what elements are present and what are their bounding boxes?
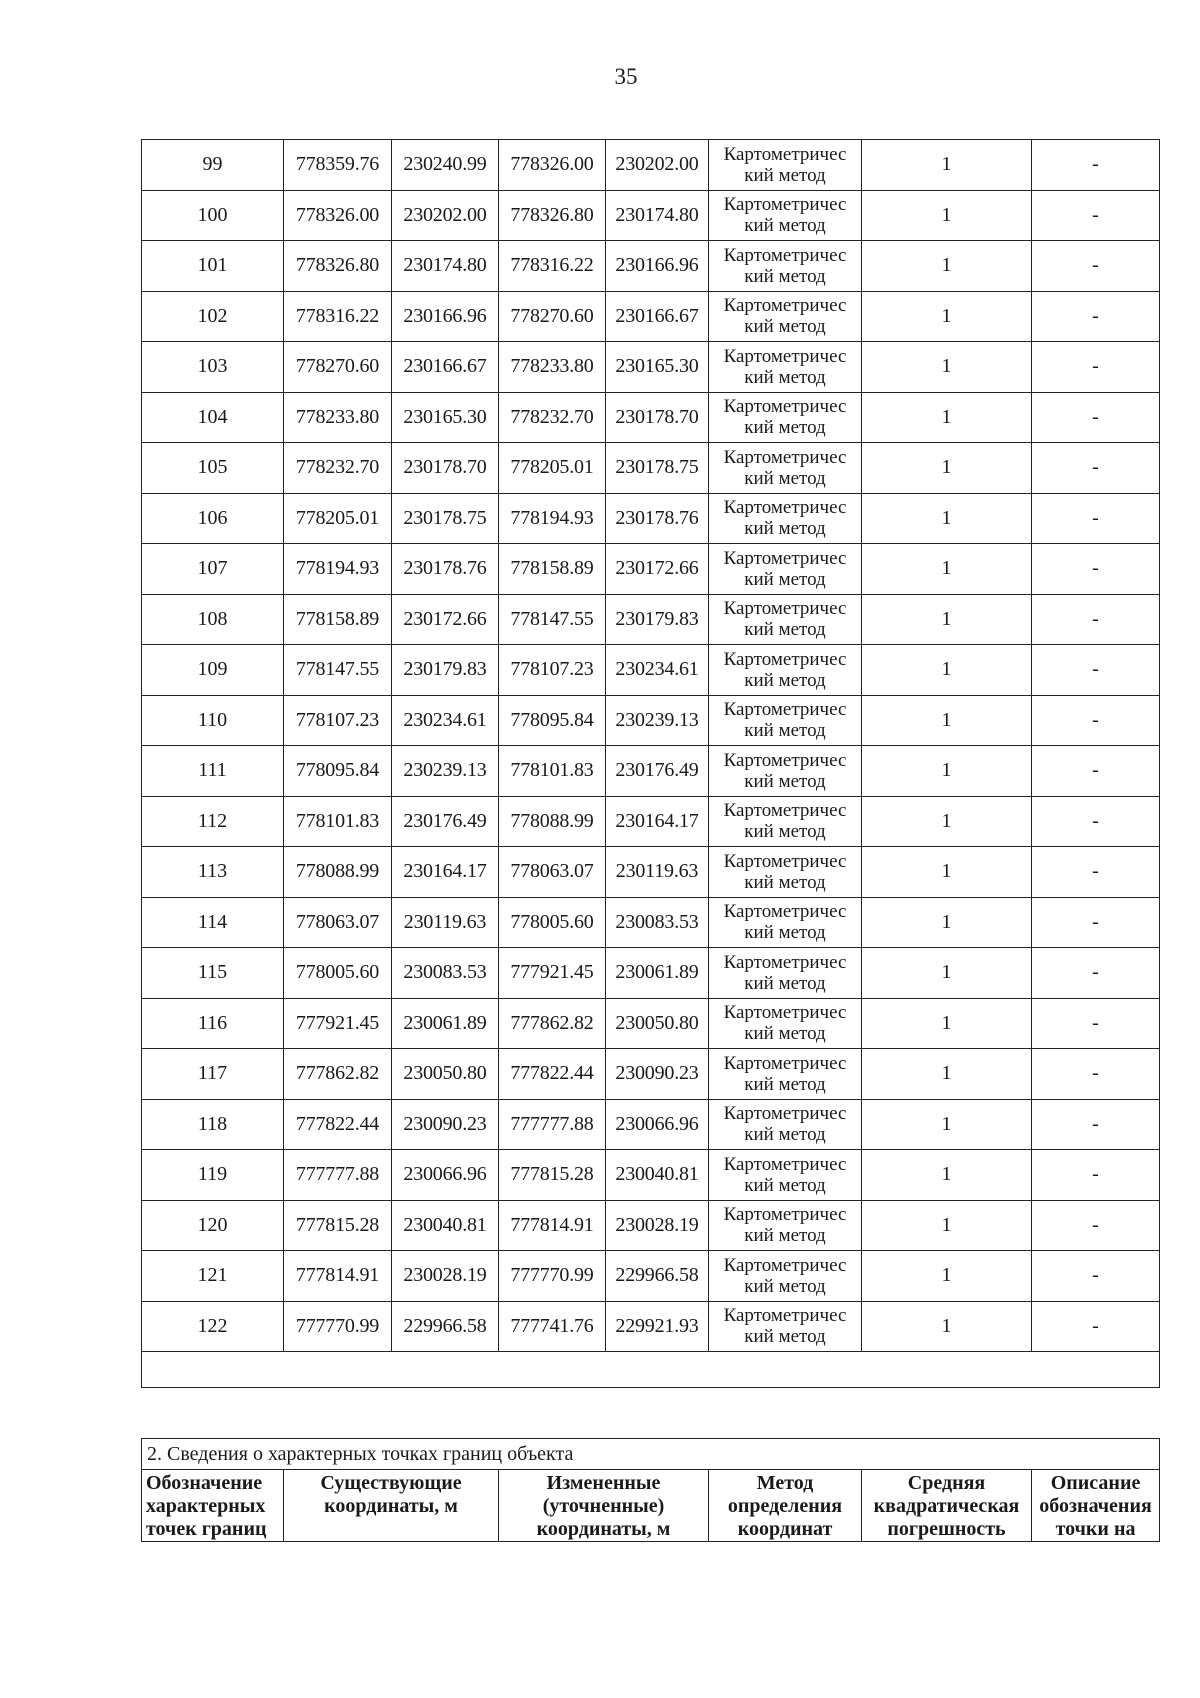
point-number-cell: 115 [142, 948, 284, 999]
description-cell: - [1032, 1049, 1160, 1100]
accuracy-cell: 1 [862, 594, 1032, 645]
table-row [142, 544, 1160, 595]
accuracy-cell: 1 [862, 1150, 1032, 1201]
existing-y-cell: 230061.89 [392, 998, 499, 1049]
accuracy-cell: 1 [862, 1049, 1032, 1100]
updated-y-cell: 230040.81 [606, 1150, 709, 1201]
existing-x-cell: 778205.01 [284, 493, 392, 544]
accuracy-cell: 1 [862, 1099, 1032, 1150]
updated-y-cell: 230050.80 [606, 998, 709, 1049]
existing-x-cell: 778158.89 [284, 594, 392, 645]
method-cell [709, 695, 862, 746]
table-row [142, 342, 1160, 393]
updated-y-cell: 230179.83 [606, 594, 709, 645]
updated-x-cell: 777777.88 [499, 1099, 606, 1150]
column-header [142, 1470, 284, 1542]
empty-row [142, 1352, 1160, 1388]
accuracy-cell: 1 [862, 291, 1032, 342]
description-cell: - [1032, 140, 1160, 191]
point-number-cell: 121 [142, 1251, 284, 1302]
updated-y-cell: 230061.89 [606, 948, 709, 999]
updated-x-cell: 778088.99 [499, 796, 606, 847]
description-cell: - [1032, 998, 1160, 1049]
existing-y-cell: 230240.99 [392, 140, 499, 191]
existing-y-cell: 230178.76 [392, 544, 499, 595]
table-row [142, 897, 1160, 948]
method-cell [709, 594, 862, 645]
section-title: 2. Сведения о характерных точках границ объекта [142, 1439, 1160, 1470]
point-number-cell: 104 [142, 392, 284, 443]
method-line: Картометричес [723, 1002, 847, 1024]
updated-y-cell: 230083.53 [606, 897, 709, 948]
updated-y-cell: 230066.96 [606, 1099, 709, 1150]
point-number-cell: 100 [142, 190, 284, 241]
method-cell [709, 1150, 862, 1201]
table-row [142, 493, 1160, 544]
existing-y-cell: 230028.19 [392, 1251, 499, 1302]
existing-x-cell: 778107.23 [284, 695, 392, 746]
description-cell: - [1032, 645, 1160, 696]
method-cell [709, 1251, 862, 1302]
method-line: Картометричес [723, 143, 847, 165]
method-line: кий метод [744, 1174, 826, 1196]
point-number-cell: 101 [142, 241, 284, 292]
table-row [142, 392, 1160, 443]
updated-x-cell: 778270.60 [499, 291, 606, 342]
updated-y-cell: 230178.75 [606, 443, 709, 494]
page-number: 35 [614, 64, 638, 89]
existing-x-cell: 777777.88 [284, 1150, 392, 1201]
header-line: координаты, м [536, 1518, 671, 1540]
updated-y-cell: 230090.23 [606, 1049, 709, 1100]
description-cell: - [1032, 1301, 1160, 1352]
existing-y-cell: 230178.70 [392, 443, 499, 494]
header-line: (уточненные) [542, 1495, 665, 1517]
table-row [142, 140, 1160, 191]
point-number-cell: 122 [142, 1301, 284, 1352]
method-line: кий метод [744, 467, 826, 489]
existing-y-cell: 230164.17 [392, 847, 499, 898]
existing-y-cell: 230083.53 [392, 948, 499, 999]
method-cell [709, 190, 862, 241]
method-cell [709, 1301, 862, 1352]
method-line: Картометричес [723, 1103, 847, 1125]
method-cell [709, 897, 862, 948]
updated-y-cell: 229966.58 [606, 1251, 709, 1302]
updated-x-cell: 778158.89 [499, 544, 606, 595]
method-line: кий метод [744, 821, 826, 843]
description-cell: - [1032, 1251, 1160, 1302]
updated-x-cell: 777741.76 [499, 1301, 606, 1352]
method-cell [709, 493, 862, 544]
point-number-cell: 116 [142, 998, 284, 1049]
accuracy-cell: 1 [862, 746, 1032, 797]
method-line: кий метод [744, 164, 826, 186]
existing-y-cell: 230239.13 [392, 746, 499, 797]
existing-y-cell: 230050.80 [392, 1049, 499, 1100]
column-header [1032, 1470, 1160, 1542]
existing-x-cell: 778270.60 [284, 342, 392, 393]
updated-x-cell: 778101.83 [499, 746, 606, 797]
existing-y-cell: 230174.80 [392, 241, 499, 292]
point-number-cell: 105 [142, 443, 284, 494]
method-line: кий метод [744, 720, 826, 742]
header-line: Существующие [320, 1472, 462, 1494]
method-line: Картометричес [723, 396, 847, 418]
method-cell [709, 392, 862, 443]
updated-y-cell: 230174.80 [606, 190, 709, 241]
column-header [709, 1470, 862, 1542]
accuracy-cell: 1 [862, 493, 1032, 544]
description-cell: - [1032, 291, 1160, 342]
table-row [142, 241, 1160, 292]
existing-x-cell: 777921.45 [284, 998, 392, 1049]
table-row [142, 746, 1160, 797]
updated-y-cell: 230172.66 [606, 544, 709, 595]
method-line: Картометричес [723, 800, 847, 822]
header-line: определения [727, 1495, 843, 1517]
description-cell: - [1032, 493, 1160, 544]
header-line: точки на [1055, 1518, 1136, 1540]
method-line: Картометричес [723, 699, 847, 721]
table-row [142, 443, 1160, 494]
table-row [142, 796, 1160, 847]
header-line: координат [737, 1518, 833, 1540]
point-number-cell: 112 [142, 796, 284, 847]
description-cell: - [1032, 241, 1160, 292]
header-line: координаты, м [324, 1495, 458, 1517]
method-line: Картометричес [723, 951, 847, 973]
header-line: квадратическая [873, 1495, 1020, 1517]
accuracy-cell: 1 [862, 1251, 1032, 1302]
point-number-cell: 111 [142, 746, 284, 797]
updated-y-cell: 230164.17 [606, 796, 709, 847]
updated-x-cell: 777862.82 [499, 998, 606, 1049]
existing-x-cell: 778233.80 [284, 392, 392, 443]
updated-x-cell: 777814.91 [499, 1200, 606, 1251]
existing-x-cell: 778359.76 [284, 140, 392, 191]
header-line: Описание [1050, 1472, 1141, 1494]
existing-x-cell: 778194.93 [284, 544, 392, 595]
existing-x-cell: 778326.00 [284, 190, 392, 241]
point-number-cell: 118 [142, 1099, 284, 1150]
point-number-cell: 102 [142, 291, 284, 342]
point-number-cell: 120 [142, 1200, 284, 1251]
method-line: кий метод [744, 922, 826, 944]
method-line: кий метод [744, 669, 826, 691]
existing-y-cell: 230166.96 [392, 291, 499, 342]
empty-cell [142, 1352, 1160, 1388]
updated-y-cell: 230028.19 [606, 1200, 709, 1251]
description-cell: - [1032, 1200, 1160, 1251]
accuracy-cell: 1 [862, 948, 1032, 999]
updated-x-cell: 778107.23 [499, 645, 606, 696]
method-line: Картометричес [723, 1153, 847, 1175]
updated-y-cell: 230119.63 [606, 847, 709, 898]
method-cell [709, 1099, 862, 1150]
method-line: кий метод [744, 518, 826, 540]
method-cell [709, 645, 862, 696]
existing-y-cell: 230202.00 [392, 190, 499, 241]
existing-x-cell: 778088.99 [284, 847, 392, 898]
point-number-cell: 114 [142, 897, 284, 948]
existing-x-cell: 778095.84 [284, 746, 392, 797]
updated-x-cell: 777921.45 [499, 948, 606, 999]
description-cell: - [1032, 948, 1160, 999]
updated-x-cell: 778232.70 [499, 392, 606, 443]
accuracy-cell: 1 [862, 140, 1032, 191]
description-cell: - [1032, 1099, 1160, 1150]
existing-y-cell: 230178.75 [392, 493, 499, 544]
description-cell: - [1032, 392, 1160, 443]
method-cell [709, 1200, 862, 1251]
accuracy-cell: 1 [862, 796, 1032, 847]
updated-y-cell: 229921.93 [606, 1301, 709, 1352]
existing-y-cell: 230165.30 [392, 392, 499, 443]
existing-x-cell: 778232.70 [284, 443, 392, 494]
method-line: кий метод [744, 1124, 826, 1146]
point-number-cell: 117 [142, 1049, 284, 1100]
table-row [142, 1099, 1160, 1150]
existing-y-cell: 230234.61 [392, 695, 499, 746]
header-line: обозначения [1039, 1495, 1152, 1517]
description-cell: - [1032, 342, 1160, 393]
method-line: Картометричес [723, 749, 847, 771]
point-number-cell: 108 [142, 594, 284, 645]
method-line: кий метод [744, 366, 826, 388]
method-line: кий метод [744, 1073, 826, 1095]
updated-y-cell: 230239.13 [606, 695, 709, 746]
table-row [142, 594, 1160, 645]
accuracy-cell: 1 [862, 998, 1032, 1049]
method-cell [709, 948, 862, 999]
method-line: Картометричес [723, 648, 847, 670]
updated-y-cell: 230176.49 [606, 746, 709, 797]
method-line: кий метод [744, 770, 826, 792]
accuracy-cell: 1 [862, 645, 1032, 696]
header-line: характерных [146, 1495, 266, 1517]
point-number-cell: 107 [142, 544, 284, 595]
method-line: Картометричес [723, 345, 847, 367]
existing-y-cell: 229966.58 [392, 1301, 499, 1352]
existing-x-cell: 777770.99 [284, 1301, 392, 1352]
updated-y-cell: 230166.96 [606, 241, 709, 292]
method-line: Картометричес [723, 1052, 847, 1074]
section2-table [141, 1438, 1160, 1542]
updated-y-cell: 230234.61 [606, 645, 709, 696]
updated-y-cell: 230166.67 [606, 291, 709, 342]
updated-x-cell: 778326.00 [499, 140, 606, 191]
accuracy-cell: 1 [862, 897, 1032, 948]
table-row [142, 190, 1160, 241]
column-header [284, 1470, 499, 1542]
existing-x-cell: 777822.44 [284, 1099, 392, 1150]
header-line: точек границ [146, 1518, 267, 1540]
existing-y-cell: 230166.67 [392, 342, 499, 393]
existing-y-cell: 230040.81 [392, 1200, 499, 1251]
method-cell [709, 241, 862, 292]
method-line: кий метод [744, 619, 826, 641]
existing-y-cell: 230176.49 [392, 796, 499, 847]
method-line: Картометричес [723, 446, 847, 468]
method-line: кий метод [744, 568, 826, 590]
updated-x-cell: 777815.28 [499, 1150, 606, 1201]
accuracy-cell: 1 [862, 1301, 1032, 1352]
existing-y-cell: 230090.23 [392, 1099, 499, 1150]
method-line: кий метод [744, 417, 826, 439]
method-line: кий метод [744, 265, 826, 287]
method-line: Картометричес [723, 547, 847, 569]
method-cell [709, 544, 862, 595]
method-cell [709, 847, 862, 898]
accuracy-cell: 1 [862, 190, 1032, 241]
existing-x-cell: 778101.83 [284, 796, 392, 847]
description-cell: - [1032, 544, 1160, 595]
method-cell [709, 342, 862, 393]
description-cell: - [1032, 847, 1160, 898]
method-cell [709, 796, 862, 847]
method-cell [709, 140, 862, 191]
updated-y-cell: 230178.76 [606, 493, 709, 544]
column-header [499, 1470, 709, 1542]
point-number-cell: 113 [142, 847, 284, 898]
header-line: погрешность [887, 1518, 1006, 1540]
existing-x-cell: 778316.22 [284, 291, 392, 342]
updated-y-cell: 230165.30 [606, 342, 709, 393]
table-row [142, 1301, 1160, 1352]
coordinates-table [141, 139, 1160, 1388]
table-row [142, 1150, 1160, 1201]
description-cell: - [1032, 594, 1160, 645]
method-line: Картометричес [723, 850, 847, 872]
point-number-cell: 106 [142, 493, 284, 544]
method-line: кий метод [744, 871, 826, 893]
method-line: кий метод [744, 1023, 826, 1045]
method-cell [709, 1049, 862, 1100]
table-row [142, 1200, 1160, 1251]
existing-y-cell: 230179.83 [392, 645, 499, 696]
existing-x-cell: 778063.07 [284, 897, 392, 948]
method-line: Картометричес [723, 901, 847, 923]
method-line: Картометричес [723, 244, 847, 266]
updated-x-cell: 778147.55 [499, 594, 606, 645]
accuracy-cell: 1 [862, 392, 1032, 443]
existing-y-cell: 230119.63 [392, 897, 499, 948]
method-cell [709, 998, 862, 1049]
table-row [142, 695, 1160, 746]
table-row [142, 1049, 1160, 1100]
updated-x-cell: 778063.07 [499, 847, 606, 898]
updated-x-cell: 778326.80 [499, 190, 606, 241]
method-line: кий метод [744, 1326, 826, 1348]
method-line: кий метод [744, 972, 826, 994]
updated-x-cell: 777770.99 [499, 1251, 606, 1302]
point-number-cell: 103 [142, 342, 284, 393]
method-line: Картометричес [723, 497, 847, 519]
point-number-cell: 99 [142, 140, 284, 191]
method-line: Картометричес [723, 295, 847, 317]
method-line: кий метод [744, 1225, 826, 1247]
updated-x-cell: 778005.60 [499, 897, 606, 948]
existing-x-cell: 777862.82 [284, 1049, 392, 1100]
method-line: кий метод [744, 1275, 826, 1297]
header-line: Обозначение [146, 1472, 263, 1494]
table-row [142, 291, 1160, 342]
header-line: Измененные [546, 1472, 661, 1494]
updated-x-cell: 778233.80 [499, 342, 606, 393]
description-cell: - [1032, 897, 1160, 948]
table-row [142, 998, 1160, 1049]
header-line: Средняя [907, 1472, 986, 1494]
point-number-cell: 109 [142, 645, 284, 696]
updated-x-cell: 778194.93 [499, 493, 606, 544]
method-line: Картометричес [723, 598, 847, 620]
updated-x-cell: 778205.01 [499, 443, 606, 494]
method-line: Картометричес [723, 194, 847, 216]
updated-x-cell: 778095.84 [499, 695, 606, 746]
accuracy-cell: 1 [862, 695, 1032, 746]
existing-x-cell: 777815.28 [284, 1200, 392, 1251]
header-line: Метод [756, 1472, 814, 1494]
existing-y-cell: 230066.96 [392, 1150, 499, 1201]
method-cell [709, 291, 862, 342]
updated-y-cell: 230202.00 [606, 140, 709, 191]
updated-x-cell: 778316.22 [499, 241, 606, 292]
existing-x-cell: 778147.55 [284, 645, 392, 696]
description-cell: - [1032, 746, 1160, 797]
table-row [142, 948, 1160, 999]
existing-y-cell: 230172.66 [392, 594, 499, 645]
method-line: кий метод [744, 215, 826, 237]
updated-x-cell: 777822.44 [499, 1049, 606, 1100]
existing-x-cell: 778005.60 [284, 948, 392, 999]
updated-y-cell: 230178.70 [606, 392, 709, 443]
column-header [862, 1470, 1032, 1542]
existing-x-cell: 777814.91 [284, 1251, 392, 1302]
method-line: Картометричес [723, 1254, 847, 1276]
method-cell [709, 443, 862, 494]
method-cell [709, 746, 862, 797]
accuracy-cell: 1 [862, 1200, 1032, 1251]
table-row [142, 1251, 1160, 1302]
method-line: Картометричес [723, 1204, 847, 1226]
existing-x-cell: 778326.80 [284, 241, 392, 292]
description-cell: - [1032, 1150, 1160, 1201]
method-line: Картометричес [723, 1305, 847, 1327]
description-cell: - [1032, 695, 1160, 746]
point-number-cell: 110 [142, 695, 284, 746]
description-cell: - [1032, 443, 1160, 494]
table-row [142, 847, 1160, 898]
table-row [142, 645, 1160, 696]
description-cell: - [1032, 190, 1160, 241]
accuracy-cell: 1 [862, 443, 1032, 494]
accuracy-cell: 1 [862, 342, 1032, 393]
point-number-cell: 119 [142, 1150, 284, 1201]
description-cell: - [1032, 796, 1160, 847]
method-line: кий метод [744, 316, 826, 338]
accuracy-cell: 1 [862, 544, 1032, 595]
accuracy-cell: 1 [862, 847, 1032, 898]
accuracy-cell: 1 [862, 241, 1032, 292]
